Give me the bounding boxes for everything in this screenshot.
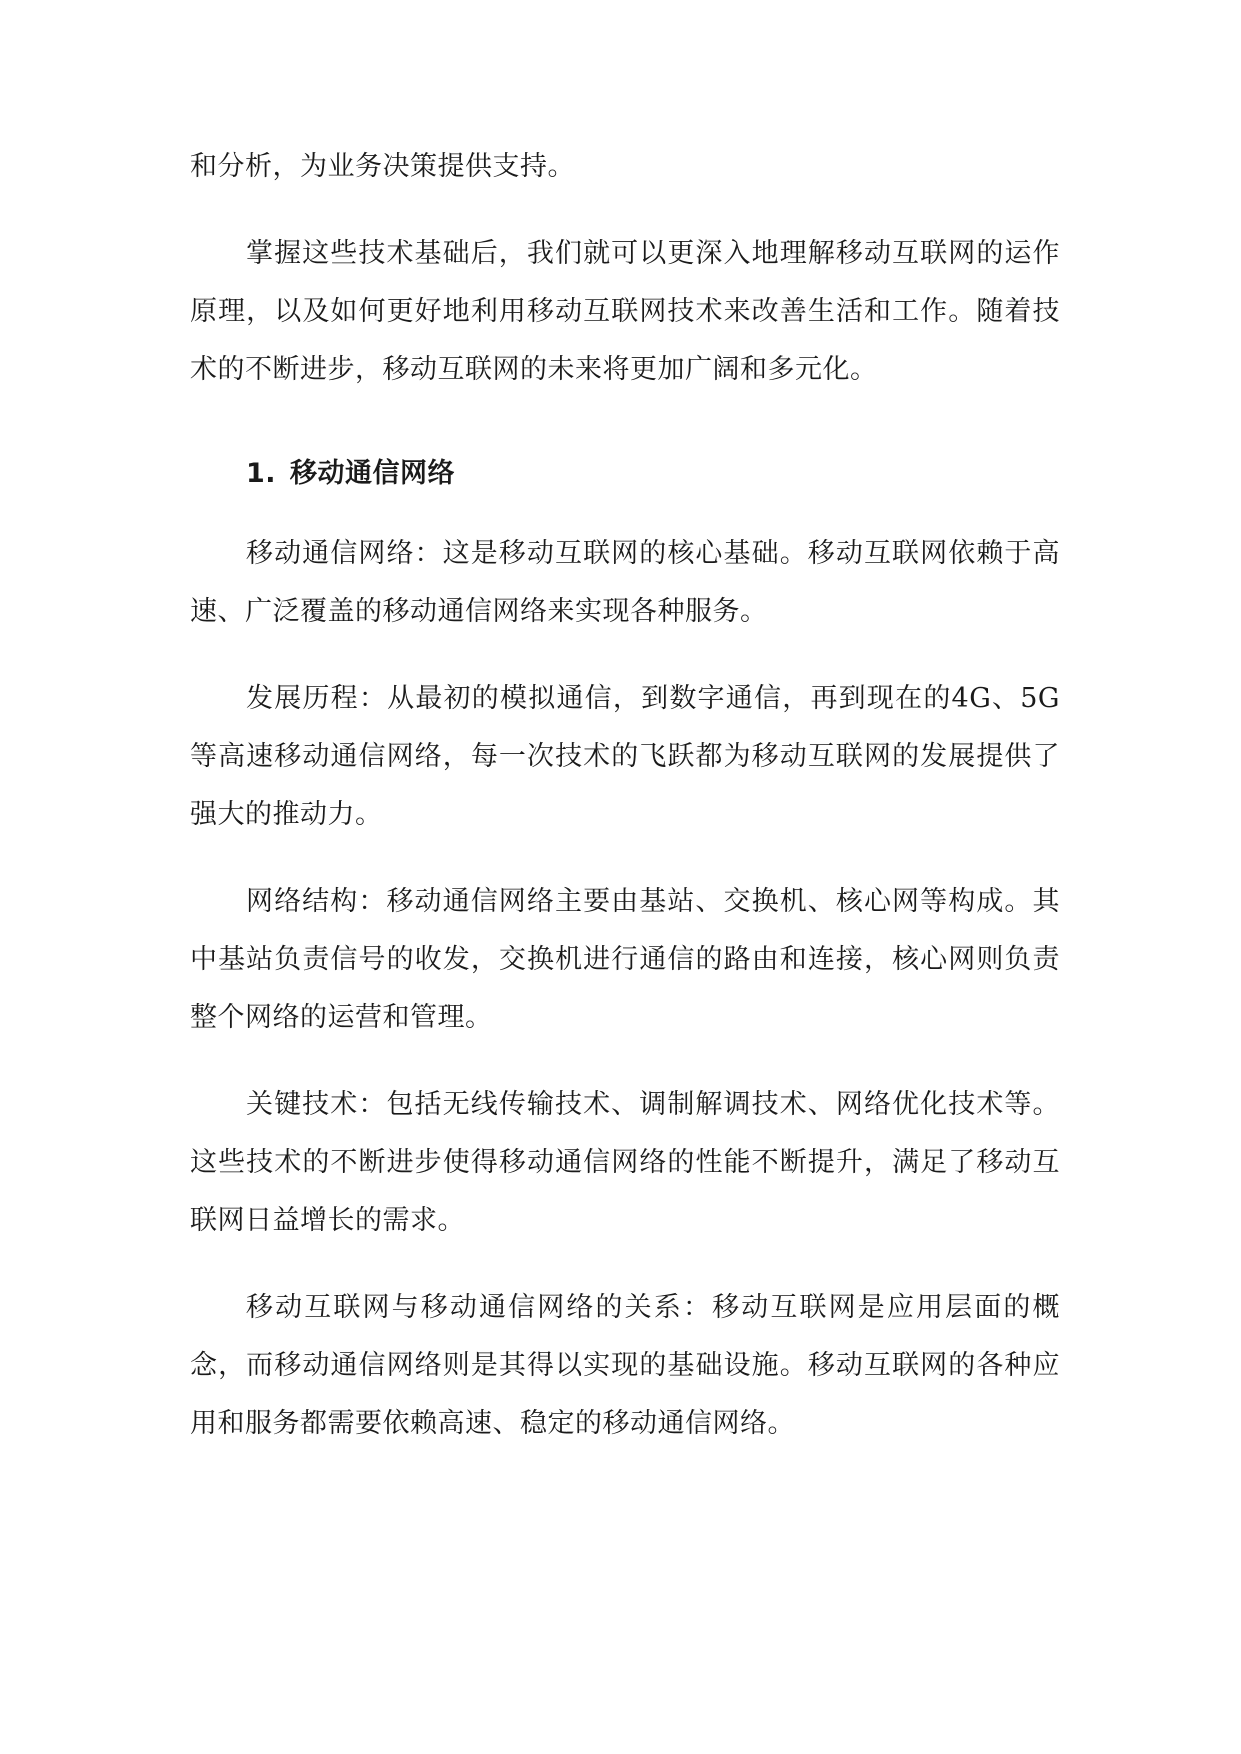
section-heading	[246, 445, 1060, 503]
section-number: 1.	[246, 458, 277, 489]
paragraph-development-history: 发展历程：从最初的模拟通信，到数字通信，再到现在的4G、5G等高速移动通信网络，每一次技术的飞跃都为移动互联网的发展提供了强大的推动力。	[190, 683, 1060, 830]
paragraph-key-technologies: 关键技术：包括无线传输技术、调制解调技术、网络优化技术等。这些技术的不断进步使得移动通信网络的性能不断提升，满足了移动互联网日益增长的需求。	[190, 1089, 1060, 1236]
document-body	[190, 138, 1060, 1482]
paragraph-technical-foundation: 掌握这些技术基础后，我们就可以更深入地理解移动互联网的运作原理，以及如何更好地利用移动互联网技术来改善生活和工作。随着技术的不断进步，移动互联网的未来将更加广阔和多元化。	[190, 238, 1060, 385]
paragraph-continuation: 和分析，为业务决策提供支持。	[190, 151, 575, 182]
paragraph-relationship: 移动互联网与移动通信网络的关系：移动互联网是应用层面的概念，而移动通信网络则是其得以实现的基础设施。移动互联网的各种应用和服务都需要依赖高速、稳定的移动通信网络。	[190, 1292, 1060, 1439]
paragraph-mobile-network: 移动通信网络：这是移动互联网的核心基础。移动互联网依赖于高速、广泛覆盖的移动通信网络来实现各种服务。	[190, 538, 1060, 627]
paragraph-network-structure: 网络结构：移动通信网络主要由基站、交换机、核心网等构成。其中基站负责信号的收发，交换机进行通信的路由和连接，核心网则负责整个网络的运营和管理。	[190, 886, 1060, 1033]
section-title: 移动通信网络	[290, 458, 456, 489]
